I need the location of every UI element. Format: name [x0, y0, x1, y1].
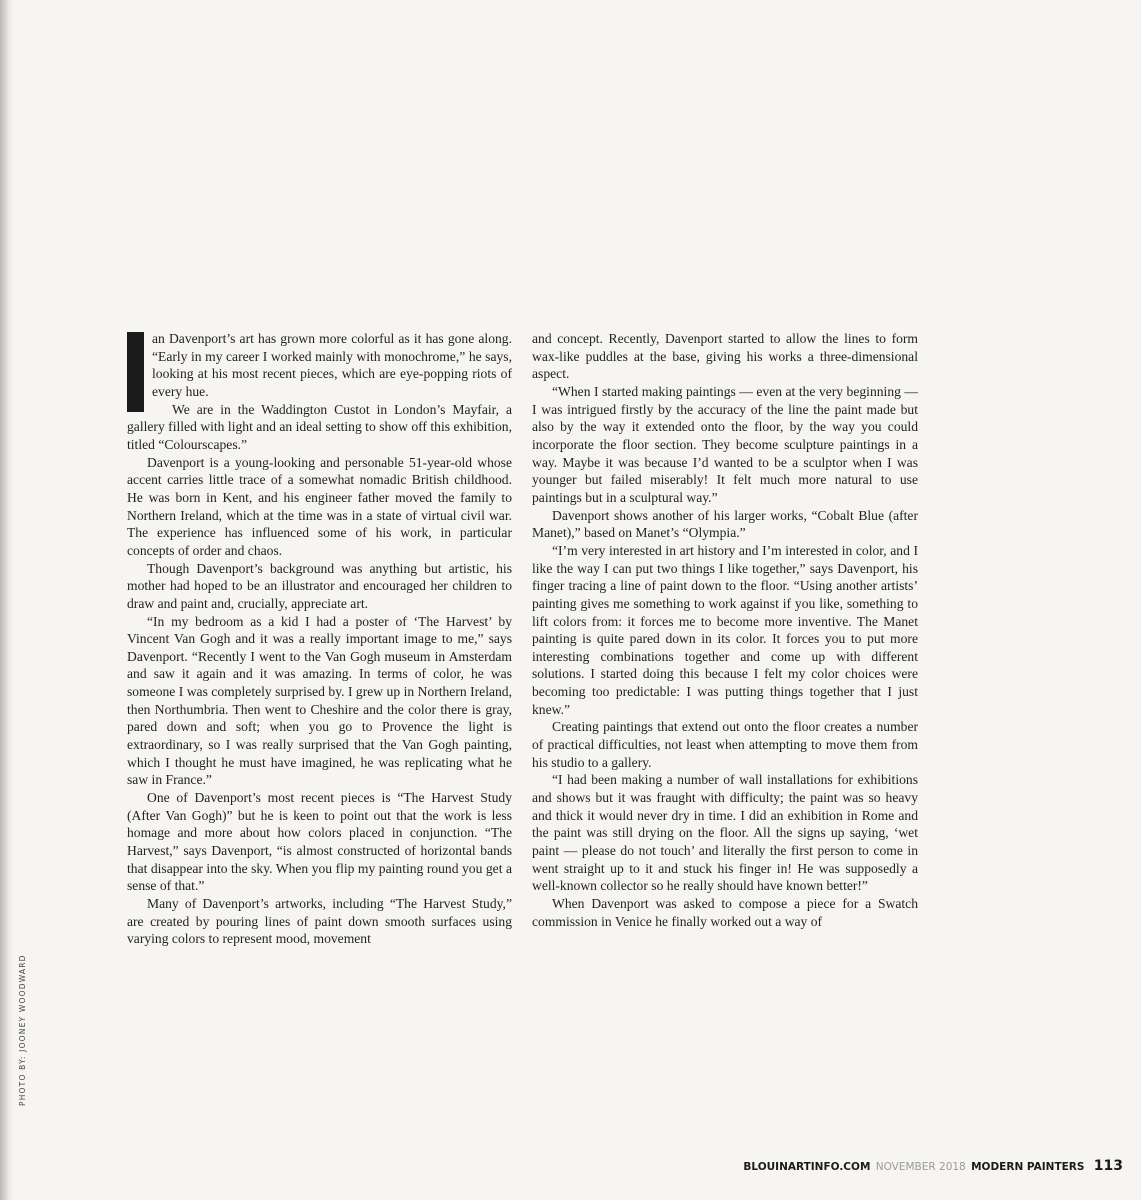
page-number: 113	[1093, 1158, 1123, 1174]
article-paragraph: Davenport shows another of his larger works, “Cobalt Blue (after Manet),” based on Manet’s “Olympia.”	[532, 507, 918, 541]
page-footer	[743, 1158, 1123, 1174]
photo-credit: PHOTO BY: JOONEY WOODWARD	[18, 954, 27, 1106]
article-paragraph: We are in the Waddington Custot in London’s Mayfair, a gallery filled with light and an ideal setting to show off this exhibition, titled “Colourscapes.”	[127, 401, 512, 452]
article-paragraph: “I had been making a number of wall installations for exhibitions and shows but it was fraught with difficulty; the paint was so heavy and thick it would never dry in time. I did an exhibition in Rome and the paint was still drying on the floor. All the signs up saying, ‘wet paint — please do not touch’ and literally the first person to come in went straight up to it and stuck his finger in! He was supposedly a well-known collector so he really should have known better!”	[532, 772, 918, 894]
paragraph-text: an Davenport’s art has grown more colorful as it has gone along. “Early in my career I worked mainly with monochrome,” he says, looking at his most recent pieces, which are eye-popping riots of every hue.	[152, 331, 512, 399]
article-paragraph: When Davenport was asked to compose a piece for a Swatch commission in Venice he finally worked out a way of	[532, 896, 918, 929]
footer-magazine-name: MODERN PAINTERS	[971, 1161, 1085, 1173]
article-paragraph: Davenport is a young-looking and personable 51-year-old whose accent carries little trace of a somewhat nomadic British childhood. He was born in Kent, and his engineer father moved the family to Northern Ireland, which at the time was in a state of virtual civil war. The experience has influenced some of his work, in particular concepts of order and chaos.	[127, 454, 512, 558]
article-paragraph: Many of Davenport’s artworks, including “The Harvest Study,” are created by pouring lines of paint down smooth surfaces using varying colors to represent mood, movement	[127, 896, 512, 947]
article-paragraph	[127, 330, 512, 401]
footer-issue-date: NOVEMBER 2018	[875, 1161, 966, 1173]
article-paragraph: One of Davenport’s most recent pieces is “The Harvest Study (After Van Gogh)” but he is keen to point out that the work is less homage and more about how colors placed in conjunction. “The Harvest,” says Davenport, “is almost constructed of horizontal bands that disappear into the sky. When you flip my painting round you get a sense of that.”	[127, 790, 512, 894]
drop-cap	[127, 332, 144, 412]
footer-website: BLOUINARTINFO.COM	[743, 1161, 871, 1173]
article-column-right	[532, 330, 918, 930]
article-column-left	[127, 330, 512, 948]
article-paragraph: Creating paintings that extend out onto the floor creates a number of practical difficulties, not least when attempting to move them from his studio to a gallery.	[532, 719, 918, 770]
article-paragraph: “I’m very interested in art history and I’m interested in color, and I like the way I can put two things I like together,” says Davenport, his finger tracing a line of paint down to the floor. “Using another artists’ painting gives me something to work against if you like, something to lift colors from: it forces me to become more inventive. The Manet painting is quite pared down in its color. It forces you to put more interesting combinations together and come up with different solutions. I started doing this because I felt my color choices were becoming too predictable: I was putting things together that I just knew.”	[532, 542, 918, 717]
page-edge-shadow	[0, 0, 14, 1200]
article-paragraph: “In my bedroom as a kid I had a poster of ‘The Harvest’ by Vincent Van Gogh and it was a really important image to me,” says Davenport. “Recently I went to the Van Gogh museum in Amsterdam and saw it again and it was amazing. In terms of color, he was someone I was completely surprised by. I grew up in Northern Ireland, then Northumbria. Then went to Cheshire and the color there is gray, pared down and soft; when you go to Provence the light is extraordinary, so I was really surprised that the Van Gogh painting, which I thought he must have imagined, he was replicating what he saw in France.”	[127, 613, 512, 788]
article-paragraph: and concept. Recently, Davenport started to allow the lines to form wax-like puddles at the base, giving his works a three-dimensional aspect.	[532, 331, 918, 382]
article-paragraph: “When I started making paintings — even at the very beginning — I was intrigued firstly by the accuracy of the line the paint made but also by the way it extended onto the floor, by the way you could incorporate the floor section. They become sculpture paintings in a way. Maybe it was because I’d wanted to be a sculptor when I was younger but failed miserably! It felt much more natural to use paintings but in a sculptural way.”	[532, 383, 918, 505]
article-paragraph: Though Davenport’s background was anything but artistic, his mother had hoped to be an illustrator and encouraged her children to draw and paint and, crucially, appreciate art.	[127, 560, 512, 611]
